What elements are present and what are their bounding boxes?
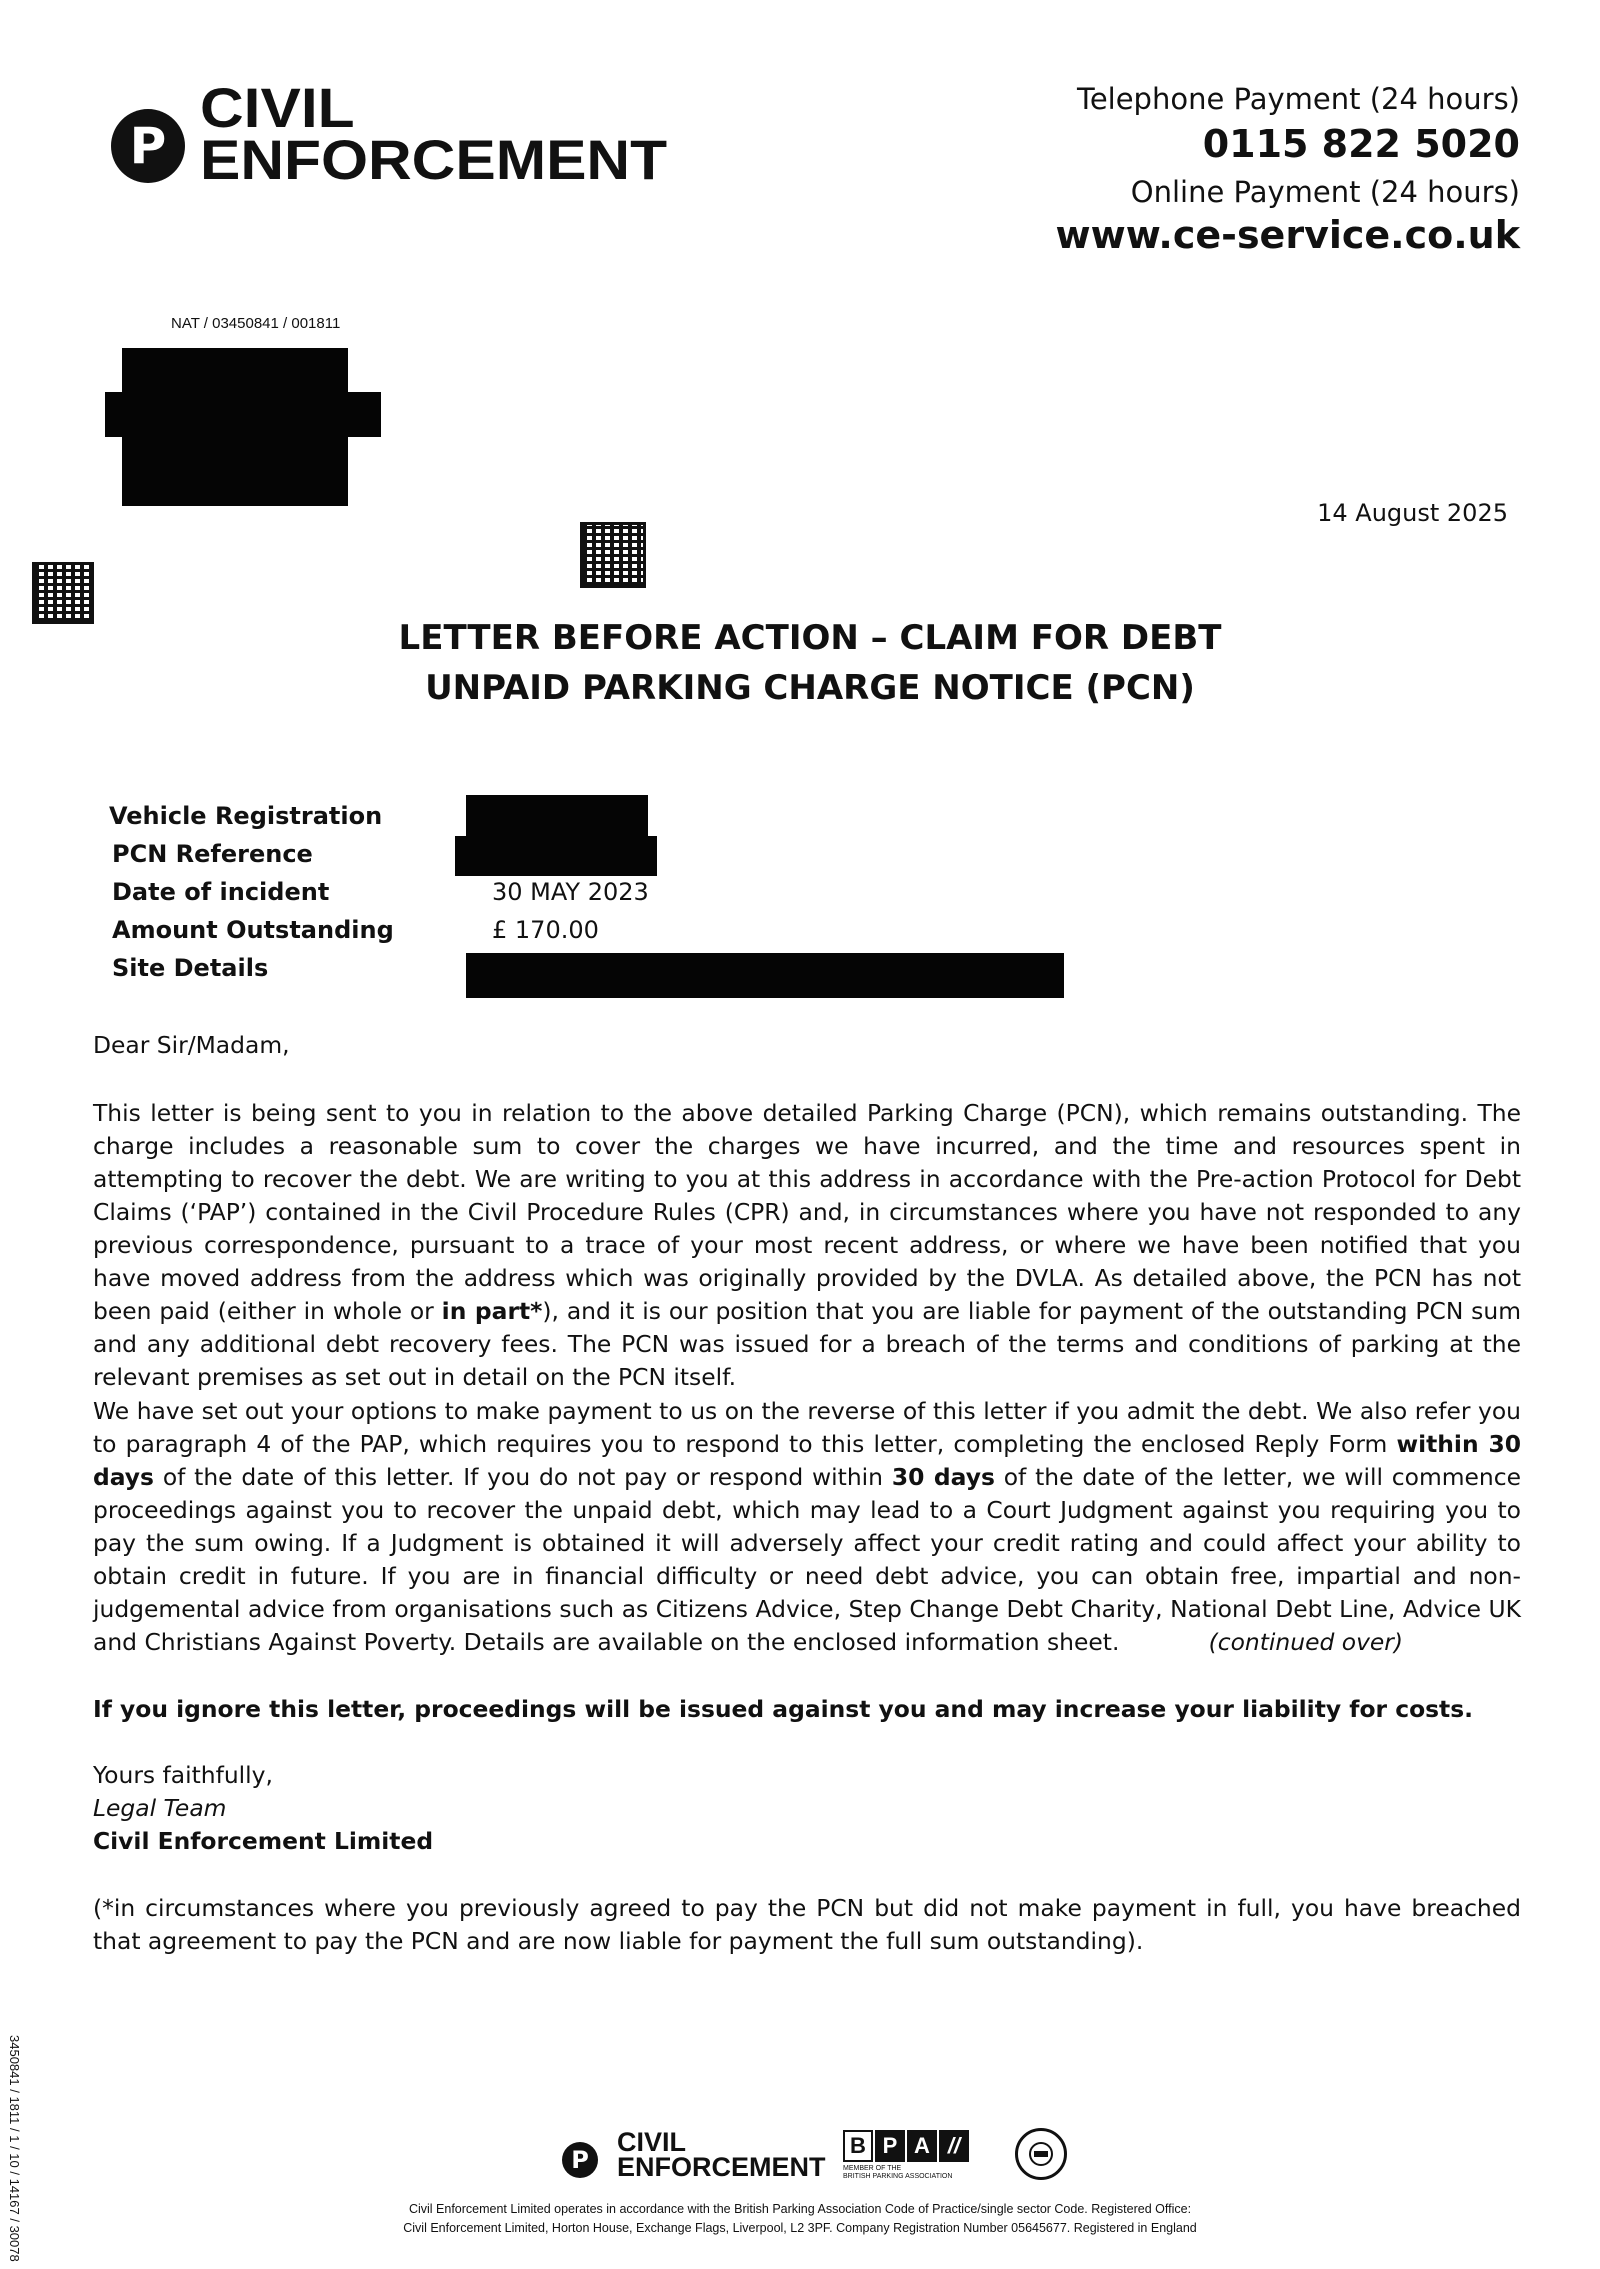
vehicle-registration-label: Vehicle Registration <box>109 802 383 830</box>
bpa-swoosh-icon: // <box>939 2130 969 2162</box>
online-payment-label: Online Payment (24 hours) <box>1130 175 1520 209</box>
redacted-vehicle-registration <box>466 795 648 838</box>
side-tracking-code: 3450841 / 1811 / 1 / 10 / 14167 / 30078 <box>7 2035 22 2262</box>
civil-enforcement-logo-icon <box>111 109 185 183</box>
bpa-letter-p: P <box>875 2130 905 2162</box>
approved-operator-seal-icon <box>1015 2128 1067 2180</box>
footer-logo-line-1: CIVIL <box>617 2127 687 2157</box>
footer-line-2: Civil Enforcement Limited, Horton House, Exchange Flags, Liverpool, L2 3PF. Company Registration Number 05645677. Registered in England <box>403 2221 1197 2235</box>
logo-line-1: CIVIL <box>200 76 355 139</box>
paragraph-2 <box>93 1395 1521 1659</box>
paragraph-2-text-b: of the date of this letter. If you do not pay or respond within <box>153 1463 892 1491</box>
company-logo-text <box>200 76 668 191</box>
footnote: (*in circumstances where you previously agreed to pay the PCN but did not make payment in full, you have breached that agreement to pay the PCN and are now liable for payment the full sum outstanding). <box>93 1894 1521 1955</box>
date-of-incident-label: Date of incident <box>112 878 330 906</box>
bpa-logo <box>843 2130 971 2181</box>
footer-logo-icon <box>562 2142 598 2178</box>
bpa-letter-a: A <box>907 2130 937 2162</box>
bpa-subtitle-1: MEMBER OF THE <box>843 2165 902 2172</box>
paragraph-2-bold-2: 30 days <box>891 1463 995 1491</box>
letter-date: 14 August 2025 <box>1317 499 1508 527</box>
footer-logo-line-2: ENFORCEMENT <box>617 2152 826 2182</box>
website-url: www.ce-service.co.uk <box>1055 213 1520 257</box>
paragraph-1-bold: in part* <box>441 1297 543 1325</box>
amount-outstanding-value: £ 170.00 <box>492 916 599 944</box>
logo-symbol: P <box>129 117 167 175</box>
warning-statement: If you ignore this letter, proceedings will be issued against you and may increase your liability for costs. <box>93 1695 1474 1723</box>
footer-logo-symbol: P <box>571 2146 589 2174</box>
telephone-payment-label: Telephone Payment (24 hours) <box>1077 82 1520 116</box>
bpa-letter-b: B <box>843 2130 873 2162</box>
signoff-team: Legal Team <box>93 1794 227 1822</box>
redacted-address-edge <box>105 392 381 437</box>
site-details-label: Site Details <box>112 954 269 982</box>
paragraph-1 <box>93 1097 1521 1394</box>
date-of-incident-value: 30 MAY 2023 <box>492 878 649 906</box>
reference-code: NAT / 03450841 / 001811 <box>171 315 341 332</box>
redacted-site-details <box>466 953 1064 998</box>
salutation: Dear Sir/Madam, <box>93 1031 290 1059</box>
amount-outstanding-label: Amount Outstanding <box>112 916 394 944</box>
continued-over-note: (continued over) <box>1208 1628 1404 1656</box>
footer-line-1: Civil Enforcement Limited operates in accordance with the British Parking Association Code of Practice/single sector Code. Registered Office: <box>408 2202 1192 2216</box>
paragraph-2-bold-1: within 30 days <box>93 1430 1521 1491</box>
logo-line-2: ENFORCEMENT <box>200 128 668 191</box>
qr-code-side-icon <box>32 562 94 624</box>
signoff-company: Civil Enforcement Limited <box>93 1827 434 1855</box>
telephone-number: 0115 822 5020 <box>1202 122 1520 166</box>
signoff: Yours faithfully, <box>93 1761 273 1789</box>
redacted-pcn-reference <box>455 836 657 876</box>
bpa-subtitle-2: BRITISH PARKING ASSOCIATION <box>843 2173 953 2180</box>
paragraph-2-text-a: We have set out your options to make payment to us on the reverse of this letter if you admit the debt. We also refer you to paragraph 4 of the PAP, which requires you to respond to this letter, completing the enclosed Reply Form <box>93 1397 1521 1458</box>
paragraph-2-text-c: of the date of the letter, we will commence proceedings against you to recover the unpaid debt, which may lead to a Court Judgment against you requiring you to pay the sum owing. If a Judgment is obtained it will adversely affect your credit rating and could affect your ability to obtain credit in future. If you are in financial difficulty or need debt advice, you can obtain free, impartial and non-judgemental advice from organisations such as Citizens Advice, Step Change Debt Charity, National Debt Line, Advice UK and Christians Against Poverty. Details are available on the enclosed information sheet. <box>93 1463 1521 1656</box>
paragraph-1-text-b: ), and it is our position that you are liable for payment of the outstanding PCN sum and any additional debt recovery fees. The PCN was issued for a breach of the terms and conditions of parking at the relevant premises as set out in detail on the PCN itself. <box>93 1297 1521 1391</box>
paragraph-1-text-a: This letter is being sent to you in relation to the above detailed Parking Charge (PCN), which remains outstanding. The charge includes a reasonable sum to cover the charges we have incurred, and the time and resources spent in attempting to recover the debt. We are writing to you at this address in accordance with the Pre-action Protocol for Debt Claims (‘PAP’) contained in the Civil Procedure Rules (CPR) and, in circumstances where you have not responded to any previous correspondence, pursuant to a trace of your most recent address, or where we have been notified that you have moved address from the address which was originally provided by the DVLA. As detailed above, the PCN has not been paid (either in whole or <box>93 1099 1521 1325</box>
letter-title-line-1: LETTER BEFORE ACTION – CLAIM FOR DEBT <box>398 618 1222 658</box>
qr-code-icon <box>580 522 646 588</box>
pcn-reference-label: PCN Reference <box>112 840 313 868</box>
letter-title-line-2: UNPAID PARKING CHARGE NOTICE (PCN) <box>425 668 1195 708</box>
footer-logo-text <box>617 2127 826 2182</box>
